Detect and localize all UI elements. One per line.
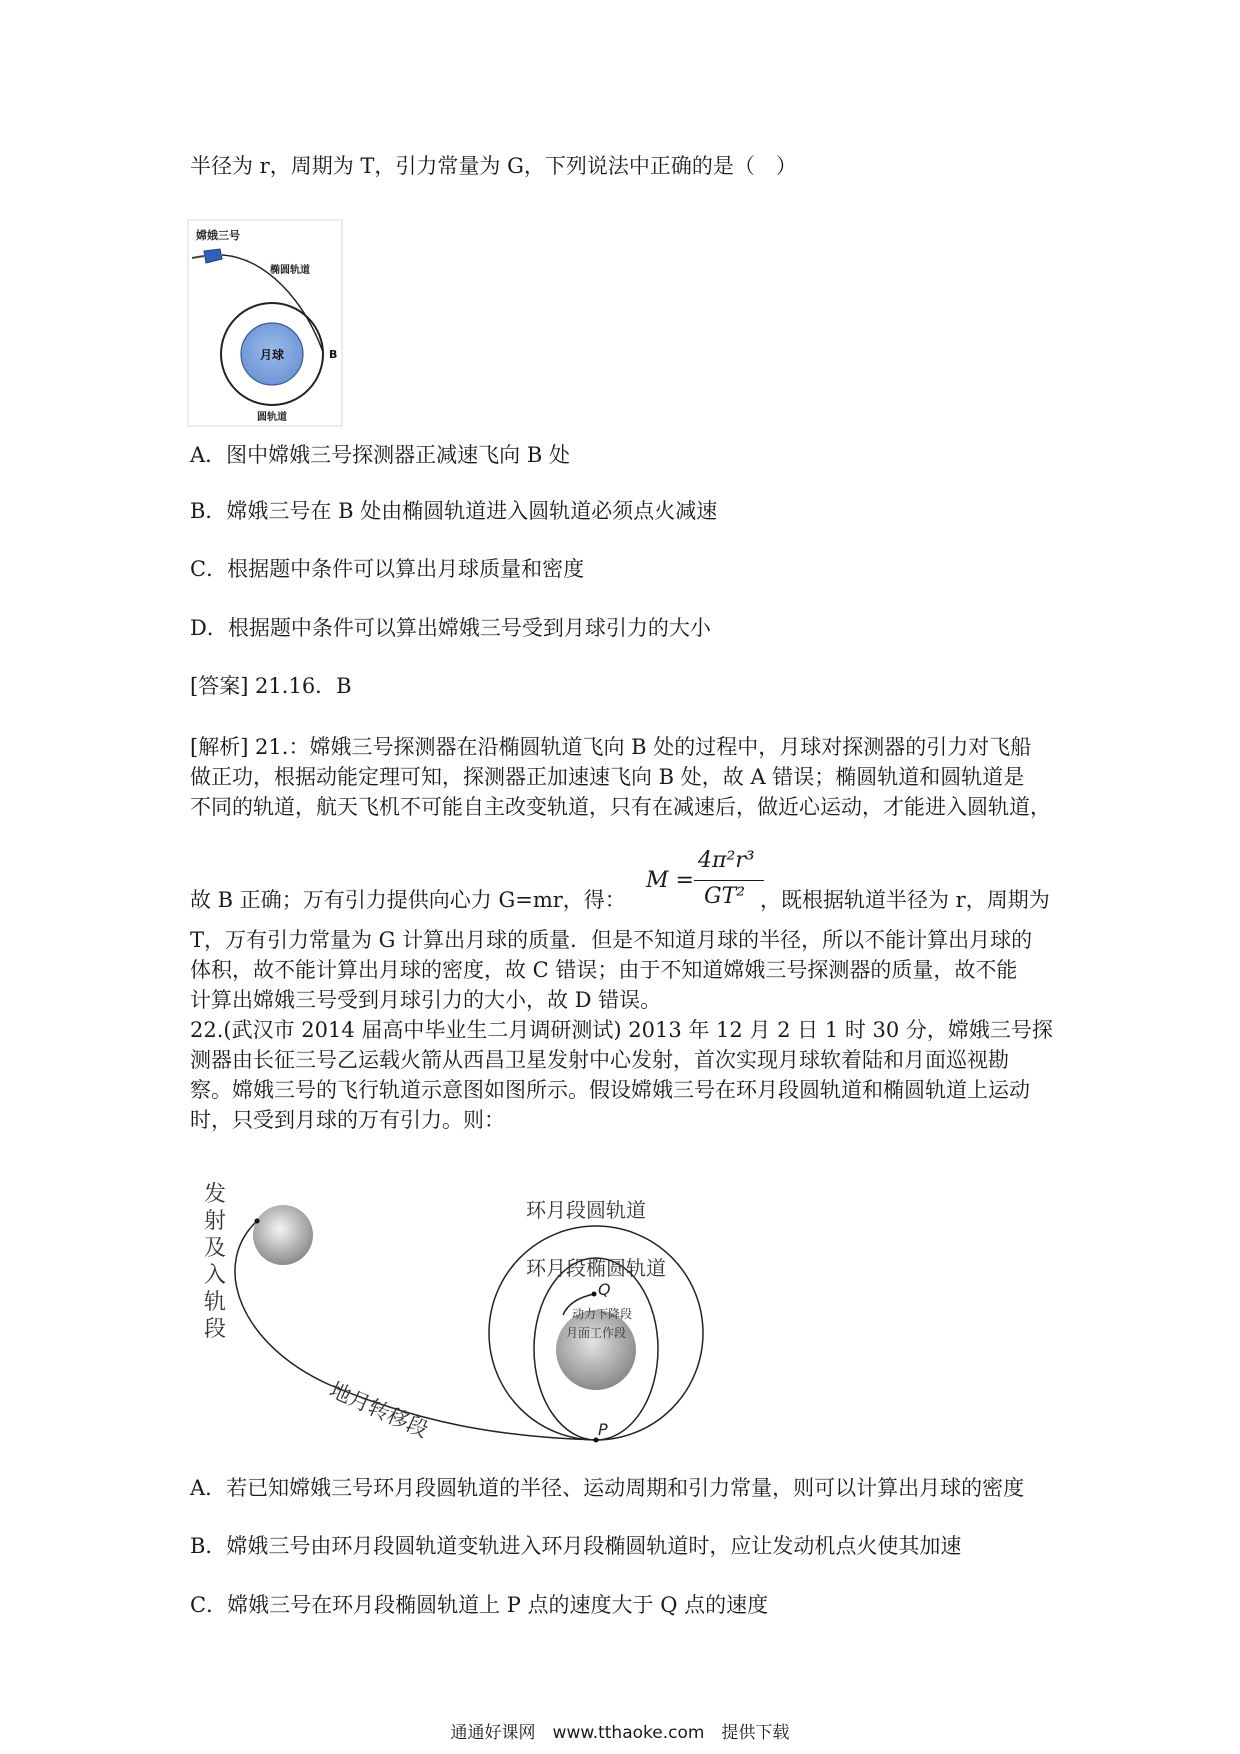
q21-stem: 半径为 r，周期为 T，引力常量为 G，下列说法中正确的是（ ） [190,154,797,178]
elliptical-orbit-label: 环月段椭圆轨道 [526,1256,666,1280]
formula-denominator: GT² [704,884,746,909]
moon-label: 月球 [259,348,285,362]
svg-text:段: 段 [204,1317,227,1342]
point-q-label: Q [598,1280,611,1299]
circle-orbit-label: 圆轨道 [257,412,287,423]
mass-formula [646,848,766,914]
q21-analysis-line-1: [解析] 21.：嫦娥三号探测器在沿椭圆轨道飞向 B 处的过程中，月球对探测器的引力对飞船 [190,735,1032,759]
q21-option-b: B．嫦娥三号在 B 处由椭圆轨道进入圆轨道必须点火减速 [190,499,718,523]
q21-analysis-line-6: 体积，故不能计算出月球的密度，故 C 错误；由于不知道嫦娥三号探测器的质量，故不能 [190,958,1018,982]
q22-option-b: B．嫦娥三号由环月段圆轨道变轨进入环月段椭圆轨道时，应让发动机点火使其加速 [190,1534,962,1558]
q21-analysis-line-7: 计算出嫦娥三号受到月球引力的大小，故 D 错误。 [190,988,662,1012]
probe-icon [192,249,222,263]
q22-option-c: C．嫦娥三号在环月段椭圆轨道上 P 点的速度大于 Q 点的速度 [190,1593,769,1617]
point-q [592,1292,597,1297]
q21-analysis-line-2: 做正功，根据动能定理可知，探测器正加速速飞向 B 处，故 A 错误；椭圆轨道和圆轨道是 [190,765,1025,789]
formula-lhs: M = [646,868,694,893]
ellipse-label: 椭圆轨道 [270,265,310,276]
q21-analysis-line-3: 不同的轨道，航天飞机不可能自主改变轨道，只有在减速后，做近心运动，才能进入圆轨道， [190,795,1051,819]
point-p-label: P [598,1420,608,1439]
point-b-label: B [329,348,338,361]
q22-stem-line-3: 察。嫦娥三号的飞行轨道示意图如图所示。假设嫦娥三号在环月段圆轨道和椭圆轨道上运动 [190,1078,1030,1102]
formula-numerator: 4π²r³ [698,848,755,873]
q21-analysis-line-5: T，万有引力常量为 G 计算出月球的质量．但是不知道月球的半径，所以不能计算出月球的 [190,928,1033,952]
page-footer: 通通好课网 www.tthaoke.com 提供下载 [450,1723,790,1743]
probe-label: 嫦娥三号 [196,229,240,242]
q22-stem-line-1: 22.(武汉市 2014 届高中毕业生二月调研测试) 2013 年 12 月 2 日 1 时 30 分，嫦娥三号探 [190,1018,1053,1042]
q21-option-a: A．图中嫦娥三号探测器正减速飞向 B 处 [190,443,570,467]
q21-option-d: D．根据题中条件可以算出嫦娥三号受到月球引力的大小 [190,616,711,640]
descent-segment-label: 动力下降段 [572,1307,633,1321]
earth-icon [253,1205,313,1265]
svg-text:及: 及 [204,1236,227,1261]
q22-stem-line-2: 测器由长征三号乙运载火箭从西昌卫星发射中心发射，首次实现月球软着陆和月面巡视勘 [190,1048,1009,1072]
q22-option-a: A．若已知嫦娥三号环月段圆轨道的半径、运动周期和引力常量，则可以计算出月球的密度 [190,1476,1025,1500]
moon-icon [556,1310,636,1390]
q21-answer: [答案] 21.16．B [190,674,352,698]
q22-stem-line-4: 时，只受到月球的万有引力。则： [190,1108,505,1132]
q21-orbit-figure [186,218,346,428]
q22-trajectory-figure [200,1175,720,1445]
q21-analysis-line-4a: 故 B 正确；万有引力提供向心力 G=mr，得： [190,888,626,912]
svg-text:射: 射 [204,1209,227,1234]
transfer-segment-label: 地月转移段 [325,1377,432,1443]
q21-option-c: C．根据题中条件可以算出月球质量和密度 [190,557,585,581]
svg-text:轨: 轨 [204,1290,227,1315]
launch-segment-label [204,1182,226,1342]
svg-text:入: 入 [204,1263,227,1288]
q21-analysis-line-4b: ，既根据轨道半径为 r，周期为 [760,888,1050,912]
formula-fraction-bar [694,880,764,881]
surface-segment-label: 月面工作段 [566,1326,627,1340]
circular-orbit-label: 环月段圆轨道 [526,1198,646,1222]
svg-text:发: 发 [204,1182,227,1207]
